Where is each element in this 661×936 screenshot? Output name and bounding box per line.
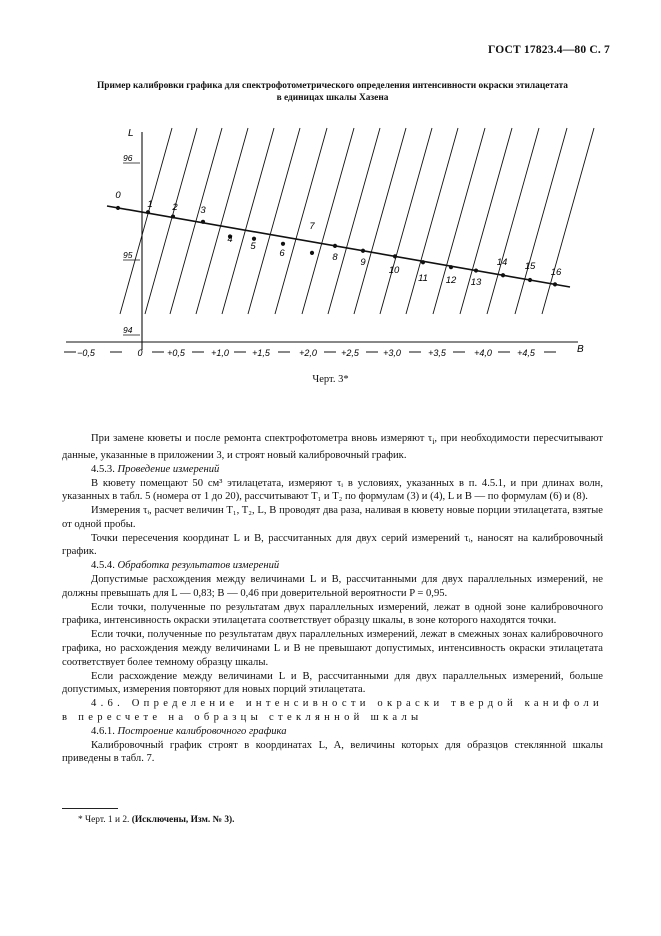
calibration-points bbox=[116, 206, 557, 287]
section-heading-spaced: 4.6. Определение интенсивности окраски твердой канифоли в пересчете на образцы стеклянной шкалы bbox=[62, 698, 603, 724]
zone-label: 9 bbox=[360, 257, 366, 268]
section-heading: 4.5.3. Проведение измерений bbox=[91, 463, 220, 475]
calibration-point bbox=[449, 265, 453, 269]
x-tick-label: 0 bbox=[137, 348, 143, 358]
x-tick-label: +1,0 bbox=[211, 348, 229, 358]
zone-label: 7 bbox=[309, 221, 315, 232]
zone-label: 16 bbox=[550, 267, 562, 278]
calibration-point bbox=[333, 244, 337, 248]
calibration-point bbox=[201, 220, 205, 224]
l-axis-label: L bbox=[128, 128, 134, 139]
x-tick-label: +2,5 bbox=[341, 348, 359, 358]
paragraph: В кювету помещают 50 см³ этилацетата, измеряют τᵢ в условиях, указанных в п. 4.5.1, и при длинах волн, указанных в табл. 5 (номера от 1 до 20), рассчитывают T₁ и T₂ по формулам (3) и (4), L и B — по формулам (6) и (8). bbox=[62, 477, 603, 503]
l-tick-label: 95 bbox=[123, 250, 133, 260]
x-tick-label: +4,5 bbox=[517, 348, 535, 358]
footnote-separator bbox=[62, 808, 118, 809]
paragraph: Если точки, полученные по результатам двух параллельных измерений, лежат в одной зоне калибровочного графика, интенсивность окраски этилацетата соответствует образцу шкалы, в зоне которого находятся точки. bbox=[62, 601, 603, 627]
zone-label: 14 bbox=[496, 257, 508, 268]
figure-title-line-1: Пример калибровки графика для спектрофотометрического определения интенсивности окраски этилацетата bbox=[97, 81, 568, 91]
paragraph: Измерения τᵢ, расчет величин T₁, T₂, L, B проводят два раза, наливая в кювету новые порции этилацетата, взятые от одной пробы. bbox=[62, 505, 603, 530]
calibration-point bbox=[553, 282, 557, 286]
zone-label: 11 bbox=[418, 273, 428, 284]
paragraph: Если расхождение между величинами L и B, рассчитанными для двух параллельных измерений, больше допустимых, измерения повторяют для новых порций этилацетата. bbox=[62, 670, 603, 696]
zone-label: 1 bbox=[147, 199, 153, 210]
figure-title bbox=[60, 80, 605, 104]
zone-line bbox=[354, 128, 406, 314]
zone-line bbox=[406, 128, 458, 314]
zone-line bbox=[380, 128, 432, 314]
calibration-point bbox=[116, 206, 120, 210]
zone-label: 3 bbox=[200, 205, 206, 216]
zone-line bbox=[487, 128, 539, 314]
l-tick-labels bbox=[123, 153, 140, 335]
zone-label: 0 bbox=[115, 190, 121, 201]
zone-line bbox=[328, 128, 380, 314]
calibration-point bbox=[146, 210, 150, 214]
paragraph: Если точки, полученные по результатам двух параллельных измерений, лежат в смежных зонах калибровочного графика, но расхождения между величинами L и B не превышают допустимых, интенсивность окраски этилацетата соответствует более темному образцу шкалы. bbox=[62, 629, 603, 668]
page-header: ГОСТ 17823.4—80 С. 7 bbox=[487, 44, 610, 56]
zone-label: 13 bbox=[470, 277, 482, 288]
x-tick-label: +3,5 bbox=[428, 348, 446, 358]
zone-line bbox=[460, 128, 512, 314]
calibration-point bbox=[281, 242, 285, 246]
zone-line bbox=[222, 128, 274, 314]
x-tick-label: +0,5 bbox=[167, 348, 185, 358]
zone-line bbox=[248, 128, 300, 314]
section-heading: 4.5.4. Обработка результатов измерений bbox=[91, 560, 280, 572]
calibration-point bbox=[171, 214, 175, 218]
paragraph: Допустимые расхождения между величинами L и B, рассчитанными для двух параллельных измерений, не должны превышать для L — 0,83; B — 0,46 при доверительной вероятности P = 0,95. bbox=[62, 574, 603, 599]
x-tick-label: +2,0 bbox=[299, 348, 317, 358]
x-tick-label: +3,0 bbox=[383, 348, 401, 358]
x-tick-label: −0,5 bbox=[77, 348, 95, 358]
figure-title-line-2: в единицах шкалы Хазена bbox=[276, 93, 389, 103]
b-axis-label: B bbox=[577, 344, 584, 355]
zone-line bbox=[275, 128, 327, 314]
zone-label: 4 bbox=[227, 234, 233, 245]
calibration-point bbox=[528, 278, 532, 282]
calibration-point bbox=[361, 249, 365, 253]
zone-label: 10 bbox=[388, 265, 400, 276]
zone-line bbox=[515, 128, 567, 314]
calibration-point bbox=[474, 268, 478, 272]
x-tick-labels bbox=[64, 348, 556, 358]
zone-label: 2 bbox=[172, 202, 178, 213]
zone-label: 8 bbox=[332, 252, 338, 263]
calibration-chart bbox=[60, 118, 605, 368]
paragraph: При замене кюветы и после ремонта спектрофотометра вновь измеряют $\tau_i$, при необходимости пересчитывают данные, указанные в приложении 3, и строят новый калибровочный график. bbox=[62, 433, 604, 461]
section-heading: 4.6.1. Построение калибровочного графика bbox=[91, 725, 287, 737]
x-tick-label: +1,5 bbox=[252, 348, 270, 358]
body-text bbox=[62, 432, 603, 766]
footnote: * Черт. 1 и 2. (Исключены, Изм. № 3). bbox=[78, 815, 235, 825]
paragraph: Точки пересечения координат L и B, рассчитанных для двух серий измерений τᵢ, наносят на калибровочный график. bbox=[62, 532, 603, 558]
zone-label: 6 bbox=[279, 248, 285, 259]
calibration-point bbox=[501, 273, 505, 277]
figure-caption: Черт. 3* bbox=[312, 374, 349, 385]
l-tick-label: 94 bbox=[123, 325, 133, 335]
zone-label: 15 bbox=[524, 261, 536, 272]
zone-label: 5 bbox=[250, 241, 256, 252]
calibration-point bbox=[393, 254, 397, 258]
calibration-point bbox=[310, 251, 314, 255]
calibration-point bbox=[421, 260, 425, 264]
zone-label: 12 bbox=[445, 275, 457, 286]
x-tick-label: +4,0 bbox=[474, 348, 492, 358]
paragraph: Калибровочный график строят в координатах L, A, величины которых для образцов стеклянной шкалы приведены в табл. 7. bbox=[62, 739, 603, 765]
l-tick-label: 96 bbox=[123, 153, 133, 163]
